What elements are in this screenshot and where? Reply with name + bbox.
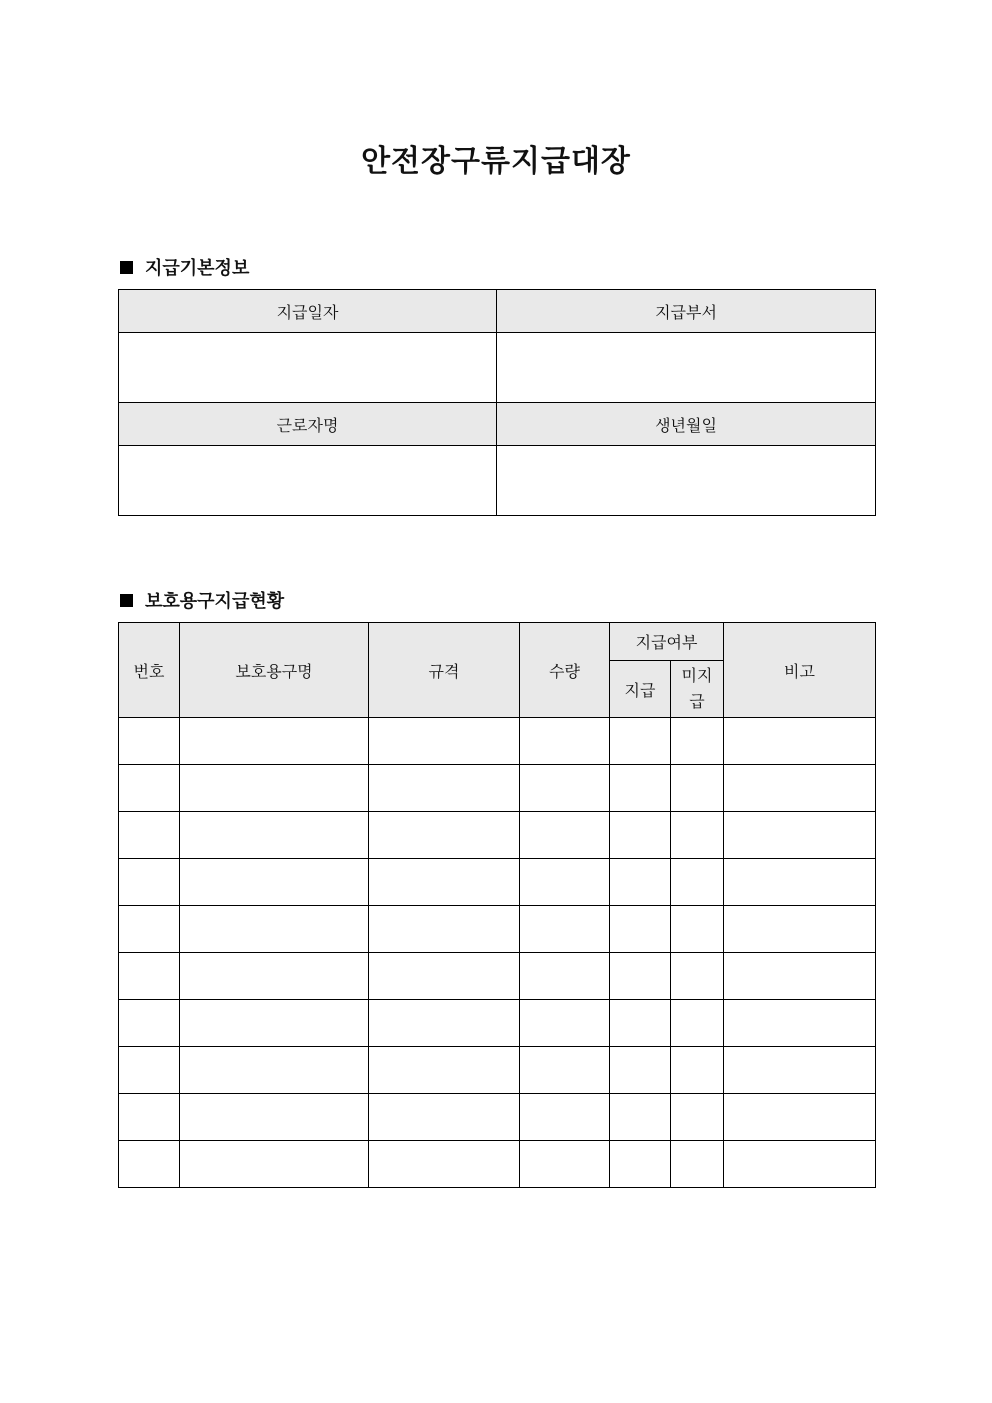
- no-cell[interactable]: [119, 906, 180, 953]
- label-issue-department: 지급부서: [497, 290, 876, 333]
- item-name-cell[interactable]: [180, 859, 369, 906]
- not-issued-cell[interactable]: [671, 1141, 724, 1188]
- table-row: [119, 1047, 876, 1094]
- table-row: [119, 718, 876, 765]
- item-name-cell[interactable]: [180, 1000, 369, 1047]
- item-name-cell[interactable]: [180, 953, 369, 1000]
- table-row: [119, 906, 876, 953]
- label-birth-date: 생년월일: [497, 403, 876, 446]
- label-worker-name: 근로자명: [119, 403, 497, 446]
- spec-cell[interactable]: [369, 765, 520, 812]
- header-item-name: 보호용구명: [180, 623, 369, 718]
- issued-cell[interactable]: [610, 1047, 671, 1094]
- quantity-cell[interactable]: [520, 1094, 610, 1141]
- no-cell[interactable]: [119, 859, 180, 906]
- basic-info-header-row: [119, 403, 876, 446]
- no-cell[interactable]: [119, 953, 180, 1000]
- section-heading-basic-info: [120, 254, 249, 280]
- item-name-cell[interactable]: [180, 1047, 369, 1094]
- no-cell[interactable]: [119, 1094, 180, 1141]
- no-cell[interactable]: [119, 1141, 180, 1188]
- issued-cell[interactable]: [610, 1141, 671, 1188]
- spec-cell[interactable]: [369, 812, 520, 859]
- header-issue-yn: 지급여부: [610, 623, 724, 661]
- quantity-cell[interactable]: [520, 906, 610, 953]
- issued-cell[interactable]: [610, 859, 671, 906]
- header-no: 번호: [119, 623, 180, 718]
- no-cell[interactable]: [119, 1047, 180, 1094]
- header-quantity: 수량: [520, 623, 610, 718]
- remarks-cell[interactable]: [724, 718, 876, 765]
- not-issued-cell[interactable]: [671, 765, 724, 812]
- table-row: [119, 1141, 876, 1188]
- spec-cell[interactable]: [369, 953, 520, 1000]
- quantity-cell[interactable]: [520, 953, 610, 1000]
- item-name-cell[interactable]: [180, 718, 369, 765]
- not-issued-cell[interactable]: [671, 906, 724, 953]
- no-cell[interactable]: [119, 812, 180, 859]
- issue-department-field[interactable]: [497, 333, 876, 403]
- spec-cell[interactable]: [369, 1094, 520, 1141]
- remarks-cell[interactable]: [724, 1141, 876, 1188]
- basic-info-value-row: [119, 333, 876, 403]
- section-title: 보호용구지급현황: [145, 591, 285, 612]
- issued-cell[interactable]: [610, 1000, 671, 1047]
- remarks-cell[interactable]: [724, 1094, 876, 1141]
- quantity-cell[interactable]: [520, 859, 610, 906]
- not-issued-cell[interactable]: [671, 1000, 724, 1047]
- remarks-cell[interactable]: [724, 1000, 876, 1047]
- no-cell[interactable]: [119, 1000, 180, 1047]
- header-not-issued: [671, 661, 724, 718]
- document-title: 안전장구류지급대장: [361, 144, 631, 179]
- header-not-issued-line2: 급: [689, 692, 705, 711]
- not-issued-cell[interactable]: [671, 1094, 724, 1141]
- issued-cell[interactable]: [610, 906, 671, 953]
- not-issued-cell[interactable]: [671, 812, 724, 859]
- issue-date-field[interactable]: [119, 333, 497, 403]
- quantity-cell[interactable]: [520, 1141, 610, 1188]
- spec-cell[interactable]: [369, 906, 520, 953]
- remarks-cell[interactable]: [724, 906, 876, 953]
- not-issued-cell[interactable]: [671, 859, 724, 906]
- quantity-cell[interactable]: [520, 1047, 610, 1094]
- square-bullet-icon: [120, 261, 133, 274]
- header-not-issued-line1: 미지: [681, 666, 713, 685]
- item-name-cell[interactable]: [180, 906, 369, 953]
- issued-cell[interactable]: [610, 765, 671, 812]
- not-issued-cell[interactable]: [671, 953, 724, 1000]
- item-name-cell[interactable]: [180, 812, 369, 859]
- quantity-cell[interactable]: [520, 765, 610, 812]
- remarks-cell[interactable]: [724, 859, 876, 906]
- issued-cell[interactable]: [610, 718, 671, 765]
- table-row: [119, 953, 876, 1000]
- remarks-cell[interactable]: [724, 953, 876, 1000]
- not-issued-cell[interactable]: [671, 718, 724, 765]
- item-name-cell[interactable]: [180, 1094, 369, 1141]
- quantity-cell[interactable]: [520, 718, 610, 765]
- section-heading-issue-status: [120, 587, 284, 613]
- remarks-cell[interactable]: [724, 1047, 876, 1094]
- square-bullet-icon: [120, 594, 133, 607]
- spec-cell[interactable]: [369, 718, 520, 765]
- table-row: [119, 765, 876, 812]
- table-row: [119, 859, 876, 906]
- item-name-cell[interactable]: [180, 765, 369, 812]
- basic-info-table: [118, 289, 876, 516]
- table-row: [119, 1000, 876, 1047]
- remarks-cell[interactable]: [724, 812, 876, 859]
- no-cell[interactable]: [119, 718, 180, 765]
- spec-cell[interactable]: [369, 859, 520, 906]
- issue-status-table: [118, 622, 876, 1188]
- spec-cell[interactable]: [369, 1000, 520, 1047]
- spec-cell[interactable]: [369, 1047, 520, 1094]
- issued-cell[interactable]: [610, 812, 671, 859]
- no-cell[interactable]: [119, 765, 180, 812]
- birth-date-field[interactable]: [497, 446, 876, 516]
- label-issue-date: 지급일자: [119, 290, 497, 333]
- basic-info-header-row: [119, 290, 876, 333]
- issued-cell[interactable]: [610, 1094, 671, 1141]
- worker-name-field[interactable]: [119, 446, 497, 516]
- spec-cell[interactable]: [369, 1141, 520, 1188]
- remarks-cell[interactable]: [724, 765, 876, 812]
- section-title: 지급기본정보: [145, 258, 250, 279]
- issue-header-row: [119, 623, 876, 661]
- quantity-cell[interactable]: [520, 1000, 610, 1047]
- header-spec: 규격: [369, 623, 520, 718]
- table-row: [119, 812, 876, 859]
- table-row: [119, 1094, 876, 1141]
- header-remarks: 비고: [724, 623, 876, 718]
- issued-cell[interactable]: [610, 953, 671, 1000]
- quantity-cell[interactable]: [520, 812, 610, 859]
- item-name-cell[interactable]: [180, 1141, 369, 1188]
- basic-info-value-row: [119, 446, 876, 516]
- not-issued-cell[interactable]: [671, 1047, 724, 1094]
- header-issued: 지급: [610, 661, 671, 718]
